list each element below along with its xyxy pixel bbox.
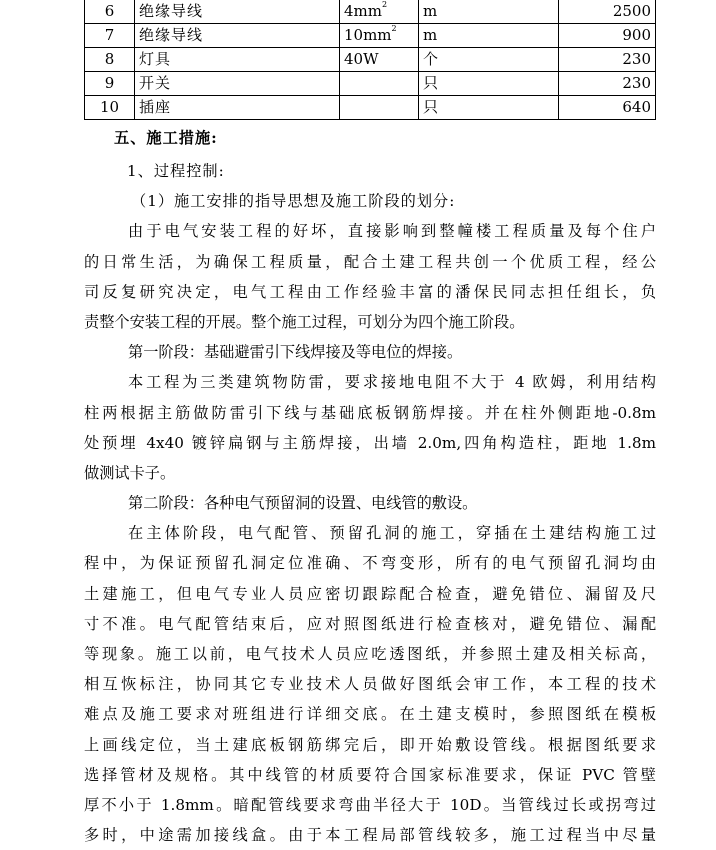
quantity-cell — [559, 96, 656, 120]
item-name-cell-text: 插座 — [139, 98, 172, 116]
paragraph-line: 本工程为三类建筑物防雷，要求接地电阻不大于 4 欧姆，利用结构 — [128, 373, 656, 392]
paragraph-line: 的日常生活，为确保工程质量，配合土建工程共创一个优质工程，经公 — [84, 252, 656, 271]
paragraph-line: 在主体阶段，电气配管、预留孔洞的施工，穿插在土建结构施工过 — [128, 524, 656, 543]
quantity-cell-text: 230 — [622, 50, 651, 68]
table-row — [85, 24, 656, 48]
document-body — [84, 121, 656, 850]
item-name-cell-text: 绝缘导线 — [139, 2, 204, 20]
subsection-heading: 1、过程控制: — [127, 162, 225, 180]
spec-cell — [340, 48, 419, 72]
paragraph-line: 责整个安装工程的开展。整个施工过程，可划分为四个施工阶段。 — [84, 312, 525, 331]
unit-cell-text: 只 — [423, 98, 439, 116]
spec-cell — [340, 0, 419, 24]
row-number-cell-text: 10 — [99, 98, 120, 116]
quantity-cell — [559, 0, 656, 24]
quantity-cell-text: 230 — [622, 74, 651, 92]
item-name-cell-text: 绝缘导线 — [139, 26, 204, 44]
paragraph-line: 做测试卡子。 — [84, 463, 176, 482]
paragraph-line: 等现象。施工以前，电气技术人员应吃透图纸，并参照土建及相关标高， — [84, 645, 656, 663]
spec-superscript: 2 — [391, 24, 397, 33]
row-number-cell-text: 7 — [104, 26, 115, 44]
unit-cell — [419, 96, 559, 120]
paragraph-line: 多时，中途需加接线盒。由于本工程局部管线较多，施工过程当中尽量 — [84, 826, 656, 845]
paragraph-line: 程中，为保证预留孔洞定位准确、不弯变形，所有的电气预留孔洞均由 — [84, 554, 656, 573]
item-name-cell — [135, 96, 340, 120]
unit-cell-text: 只 — [423, 74, 439, 92]
table-row — [85, 0, 656, 24]
unit-cell — [419, 72, 559, 96]
quantity-cell — [559, 24, 656, 48]
table-row — [85, 96, 656, 120]
row-number-cell — [85, 0, 135, 24]
paragraph-line: 处预埋 4x40 镀锌扁钢与主筋焊接，出墙 2.0m,四角构造柱，距地 1.8m — [84, 433, 656, 452]
item-name-cell — [135, 48, 340, 72]
quantity-cell-text: 640 — [622, 98, 651, 116]
paragraph-line: 土建施工，但电气专业人员应密切跟踪配合检查，避免错位、漏留及尺 — [84, 584, 656, 603]
spec-cell-text: 10mm — [344, 26, 392, 44]
paragraph-line: 厚不小于 1.8mm。暗配管线要求弯曲半径大于 10D。当管线过长或拐弯过 — [84, 795, 656, 814]
row-number-cell-text: 6 — [104, 2, 115, 20]
quantity-cell — [559, 72, 656, 96]
item-name-cell — [135, 24, 340, 48]
row-number-cell — [85, 48, 135, 72]
unit-cell — [419, 24, 559, 48]
stage-two-heading: 第二阶段：各种电气预留洞的设置、电线管的敷设。 — [128, 494, 478, 513]
quantity-cell-text: 2500 — [612, 2, 651, 20]
unit-cell — [419, 0, 559, 24]
paragraph-line: 选择管材及规格。其中线管的材质要符合国家标准要求，保证 PVC 管壁 — [84, 765, 656, 784]
spec-cell — [340, 24, 419, 48]
paragraph-line: 相互恢标注，协同其它专业技术人员做好图纸会审工作，本工程的技术 — [84, 675, 656, 694]
spec-cell — [340, 72, 419, 96]
paragraph-stage-two — [84, 518, 656, 850]
item-name-cell — [135, 72, 340, 96]
table-row — [85, 72, 656, 96]
paragraph-line: 难点及施工要求对班组进行详细交底。在土建支模时，参照图纸在模板 — [84, 705, 656, 724]
unit-cell-text: 个 — [423, 50, 439, 68]
paragraph-line: 柱两根据主筋做防雷引下线与基础底板钢筋焊接。并在柱外侧距地-0.8m — [84, 403, 656, 422]
spec-superscript: 2 — [382, 0, 388, 9]
row-number-cell-text: 9 — [104, 74, 115, 92]
unit-cell-text: m — [423, 26, 438, 44]
unit-cell-text: m — [423, 2, 438, 20]
row-number-cell — [85, 72, 135, 96]
spec-cell-text: 4mm — [344, 2, 382, 20]
item-name-cell-text: 灯具 — [139, 50, 172, 68]
item-name-cell-text: 开关 — [139, 74, 172, 92]
quantity-cell-text: 900 — [622, 26, 651, 44]
unit-cell — [419, 48, 559, 72]
spec-cell — [340, 96, 419, 120]
row-number-cell — [85, 24, 135, 48]
paragraph-intro — [84, 216, 656, 337]
table-row — [85, 48, 656, 72]
materials-table — [84, 0, 656, 120]
row-number-cell — [85, 96, 135, 120]
paragraph-line: 司反复研究决定，电气工程由工作经验丰富的潘保民同志担任组长，负 — [84, 282, 656, 301]
item-name-cell — [135, 0, 340, 24]
paragraph-line: 寸不准。电气配管结束后，应对照图纸进行检查核对，避免错位、漏配 — [84, 614, 656, 633]
row-number-cell-text: 8 — [104, 50, 115, 68]
paragraph-line: 上画线定位，当土建底板钢筋绑完后，即开始敷设管线。根据图纸要求 — [84, 735, 656, 754]
spec-cell-text: 40W — [344, 50, 379, 68]
paragraph-line: 由于电气安装工程的好坏，直接影响到整幢楼工程质量及每个住户 — [128, 222, 656, 241]
paragraph-stage-one — [84, 367, 656, 488]
stage-one-heading: 第一阶段：基础避雷引下线焊接及等电位的焊接。 — [128, 343, 463, 362]
quantity-cell — [559, 48, 656, 72]
section-heading: 五、施工措施: — [114, 129, 218, 147]
sub-subsection-heading: （1）施工安排的指导思想及施工阶段的划分: — [131, 192, 456, 211]
